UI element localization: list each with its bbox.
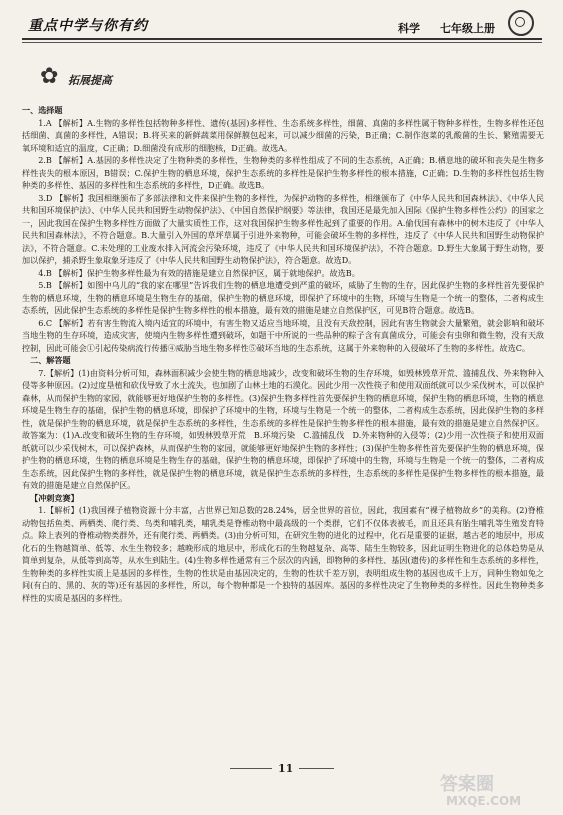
answer-content	[22, 104, 544, 604]
section-badge	[36, 64, 146, 94]
answer-paragraph: 2.B 【解析】A.基因的多样性决定了生物种类的多样性，生物种类的多样性组成了不同的生态系统，A正确；B.栖息地的破坏和丧失是生物多样性丧失的根本原因，B错误；C.保护生物的栖息环境，保护生态系统的多样性是保护生物多样性的根本措施，C正确；D.生物的多样性包括生物种类的多样性、基因的多样性和生态系统的多样性，D正确。故选B。	[22, 155, 544, 190]
watermark-url: MXQE.COM	[446, 794, 522, 808]
section-heading: 一、选择题	[22, 105, 63, 115]
watermark-logo: 答案圈	[440, 774, 494, 795]
page-number: 11	[272, 762, 299, 775]
grade-label: 七年级上册	[440, 22, 495, 35]
answer-paragraph: 1.A 【解析】A.生物的多样性包括物种多样性、遗传(基因)多样性、生态系统多样性，细菌、真菌的多样性属于物种多样性，生物多样性还包括细菌、真菌的多样性，A错误；B.将买来的新鲜蔬菜用保鲜膜包起来，可以减少细菌的污染，B正确；C.制作泡菜的乳酸菌的生长、繁殖需要无氧环境和适宜的温度，C正确；D.细菌没有成形的细胞核，D正确。故选A。	[22, 117, 544, 153]
header-rule	[22, 38, 542, 40]
answer-paragraph: 4.B 【解析】保护生物多样性最为有效的措施是建立自然保护区，属于就地保护。故选B。	[38, 267, 360, 278]
answer-paragraph: 6.C 【解析】若有害生物流入境内适宜的环境中，有害生物又适应当地环境，且没有天敌控制，因此有害生物就会大量繁殖，就会影响和破坏当地生物的生存环境，造成灾害，使境内生物多样性遭到破坏，如题干中所说的一些品种的粽子含有真菌成分，可能会有虫卵和微生物，没有天敌控制，因此可能会①引起传染病流行传播④威胁当地生物多样性⑤破坏当地的生态系统，这属于外来物种的入侵破坏了生物的多样性。故选C。	[22, 317, 544, 353]
section-heading: 二、解答题	[30, 355, 71, 365]
emblem-icon	[508, 10, 534, 36]
section-heading: 【冲刺竞赛】	[30, 492, 79, 503]
flower-icon: ✿	[40, 64, 59, 89]
page-header	[0, 0, 563, 46]
answer-paragraph: 1.【解析】(1)我国裸子植物资源十分丰富，占世界已知总数的28.24%，居全世界的首位，因此，我国素有“裸子植物故乡”的美称。(2)脊椎动物包括鱼类、两栖类、爬行类、鸟类和哺乳类，哺乳类是脊椎动物中最高级的一个类群，它们不仅体表被毛，而且还具有胎生哺乳等生殖发育特点。除上表列的脊椎动物类群外，还有爬行类、两栖类。(3)由分析可知，在研究生物的进化的过程中，化石是重要的证据，越古老的地层中，形成化石的生物越简单、低等、水生生物较多；越晚形成的地层中，形成化石的生物越复杂、高等、陆生生物较多，因此证明生物进化的总体趋势是从简单到复杂，从低等到高等，从水生到陆生。(4)生物多样性通常有三个层次的内涵，即物种的多样性、基因(遗传)的多样性和生态系统的多样性，生物种类的多样性实质上是基因的多样性，生物的性状是由基因决定的，生物的性状千差万别，表明组成生物的基因也成千上万，同种生物如兔之间(有白的、黑的、灰的等)还有基因的多样性，所以，每个物种都是一个独特的基因库。基因的多样性决定了生物种类的多样性。因此生物种类多样性的实质是基因的多样性。	[22, 505, 544, 603]
brand-title: 重点中学与你有约	[28, 18, 148, 34]
section-badge-label: 拓展提高	[68, 74, 112, 87]
answer-paragraph: 3.D 【解析】我国相继颁布了多部法律和文件来保护生物的多样性，为保护动物的多样性，相继颁布了《中华人民共和国森林法》、《中华人民共和国环境保护法》、《中华人民共和国野生动物保护法》、《中国自然保护纲要》等法律，我国还是最先加入国际《保护生物多样性公约》的国家之一，因此我国在保护生物多样性方面做了大量实质性工作，这对我国保护生物多样性起到了重要的作用。A.偷伐国有森林中的树木违反了《中华人民共和国森林法》，不符合题意。B.大量引入外国的草坪草属于引进外来物种，可能会破坏生物的多样性，违反了《中华人民共和国野生动物保护法》，不符合题意。C.未处理的工业废水排入河流会污染环境，违反了《中华人民共和国环境保护法》，不符合题意。D.野生大象属于野生动物，要加以保护，捕杀野生象取象牙违反了《中华人民共和国野生动物保护法》，符合题意。故选D。	[22, 192, 544, 265]
answer-paragraph: 5.B 【解析】如图中乌儿的“我的家在哪里”告诉我们生物的栖息地遭受到严重的破坏，威胁了生物的生存，因此保护生物的多样性首先要保护生物的栖息环境，生物的栖息环境是生物生存的基础，保护生物的栖息环境，即保护了环境中的生物，环境与生物是一个统一的整体，二者构成生态系统，因此保护生态系统的多样性是保护生物多样性的根本措施，最有效的措施是建立自然保护区，可见B符合题意。故选B。	[22, 280, 544, 315]
page-footer	[230, 758, 334, 780]
answer-paragraph: 7.【解析】(1)由资料分析可知，森林面积减少会使生物的栖息地减少，改变和破坏生物的生存环境，如毁林毁草开荒、滥捕乱伐、外来物种入侵等多种原因。(2)过度垦植和砍伐导致了水土流失，也加剧了山林土地的石漠化。因此少用一次性筷子和使用双面纸就可以少采伐树木，可以保护森林，从而保护生物的家园，就能够更好地保护生物的多样性。(3)保护生物多样性首先要保护生物的栖息环境，保护生物的栖息环境，生物的栖息环境是生物生存的基础，保护生物的栖息环境，即保护了环境中的生物，环境与生物是一个统一的整体，二者构成生态系统，因此保护生物的多样性，就是保护生物的栖息环境，就是保护生态系统的多样性，生态系统的多样性是保护生物多样性的根本措施，最有效的措施是建立自然保护区。故答案为：(1)A.改变和破坏生物的生存环境，如毁林毁草开荒 B.环境污染 C.滥捕乱伐 D.外来物种的入侵等；(2)少用一次性筷子和使用双面纸就可以少采伐树木，可以保护森林，从而保护生物的家园，就能够更好地保护生物的多样性；(3)保护生物多样性首先要保护生物的栖息环境，保护生物的栖息环境，生物的栖息环境是生物生存的基础，保护生物的栖息环境，即保护了环境中的生物，环境与生物是一个统一的整体，二者构成生态系统，因此保护生物的多样性，就是保护生物的栖息环境，就是保护生态系统的多样性，生态系统的多样性是保护生物多样性的根本措施，最有效的措施是建立自然保护区。	[22, 367, 544, 490]
header-rule-thin	[22, 42, 542, 43]
subject-label: 科学	[398, 22, 420, 35]
